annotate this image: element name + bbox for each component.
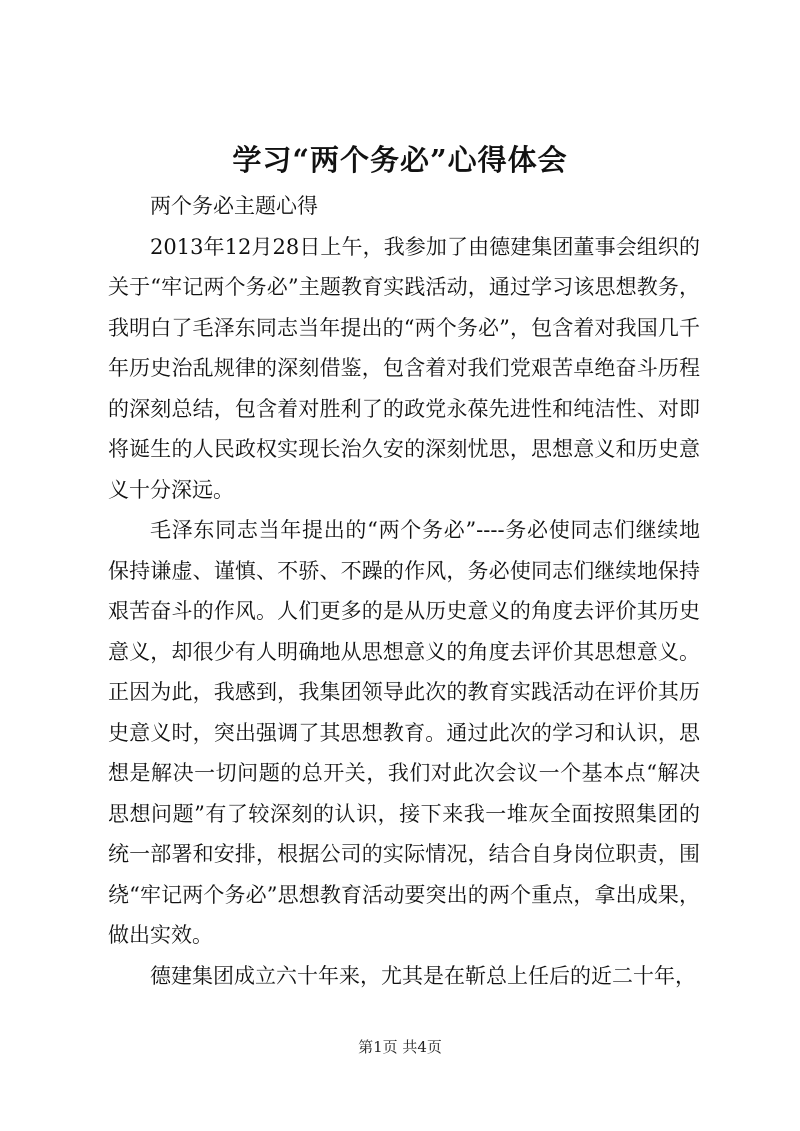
- subtitle-paragraph: 两个务必主题心得: [150, 194, 318, 218]
- page-footer: 第1页 共4页: [358, 1038, 442, 1056]
- body-paragraph-3: 德建集团成立六十年来，尤其是在靳总上任后的近二十年，: [150, 963, 696, 988]
- document-body: [108, 186, 700, 996]
- body-paragraph-1: 2013年12月28日上午，我参加了由德建集团董事会组织的关于“牢记两个务必”主题教育实践活动，通过学习该思想教务，我明白了毛泽东同志当年提出的“两个务必”，包含着对我国几千年历史治乱规律的深刻借鉴，包含着对我们党艰苦卓绝奋斗历程的深刻总结，包含着对胜利了的政党永葆先进性和纯洁性、对即将诞生的人民政权实现长治久安的深刻忧思，思想意义和历史意义十分深远。: [108, 234, 700, 502]
- body-paragraph-2: 毛泽东同志当年提出的“两个务必”----务必使同志们继续地保持谦虚、谨慎、不骄、不躁的作风，务必使同志们继续地保持艰苦奋斗的作风。人们更多的是从历史意义的角度去评价其历史意义，却很少有人明确地从思想意义的角度去评价其思想意义。正因为此，我感到，我集团领导此次的教育实践活动在评价其历史意义时，突出强调了其思想教育。通过此次的学习和认识，思想是解决一切问题的总开关，我们对此次会议一个基本点“解决思想问题”有了较深刻的认识，接下来我一堆灰全面按照集团的统一部署和安排，根据公司的实际情况，结合自身岗位职责，围绕“牢记两个务必”思想教育活动要突出的两个重点，拿出成果，做出实效。: [108, 518, 700, 947]
- document-title: 学习“两个务必”心得体会: [232, 143, 568, 177]
